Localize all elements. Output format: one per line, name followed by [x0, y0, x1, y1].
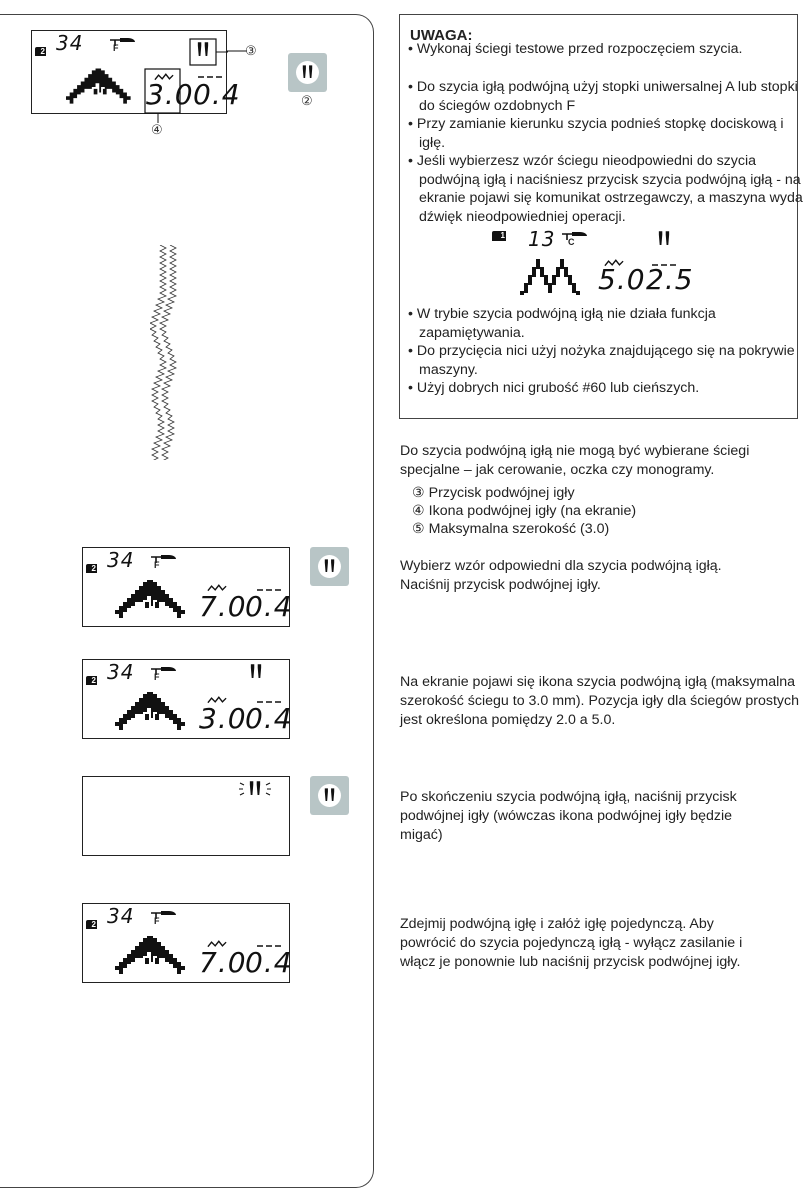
- lcd-display-4: [82, 776, 290, 856]
- lcd-display-2: [82, 547, 293, 627]
- note-box: [399, 14, 803, 419]
- stitch-sample: [150, 245, 190, 460]
- foot-label: F: [113, 43, 119, 53]
- twin-needle-button[interactable]: [310, 547, 349, 586]
- callout-2: ②: [301, 93, 313, 108]
- foot-label: F: [154, 916, 160, 926]
- pattern-number: 34: [107, 904, 135, 928]
- note-item: • Do przycięcia nici użyj nożyka znajdującego się na pokrywie maszyny.: [408, 343, 795, 378]
- lcd-display-3: [82, 659, 293, 739]
- callout-3: ③: [245, 43, 257, 58]
- pattern-number: 34: [107, 660, 135, 684]
- intro-paragraph: Do szycia podwójną igłą nie mogą być wybierane ściegi specjalne – jak cerowanie, oczka czy monogramy.: [400, 443, 750, 478]
- legend-item: ③ Przycisk podwójnej igły: [412, 485, 575, 501]
- note-item: • Użyj dobrych nici grubość #60 lub cieńszych.: [408, 380, 700, 396]
- mode-badge: 2: [35, 47, 46, 56]
- length-value: 0.4: [245, 946, 293, 979]
- foot-label: F: [154, 672, 160, 682]
- note-item: • Jeśli wybierzesz wzór ściegu nieodpowiedni do szycia podwójną igłą i naciśniesz przycisk szycia podwójną igłą - na ekranie pojawi się komunikat ostrzegawczy, a maszyna wyda dźwięk nieodpowiedniej operacji.: [408, 153, 803, 225]
- mode-badge: 2: [86, 564, 97, 573]
- foot-label: F: [154, 560, 160, 570]
- length-value: 0.4: [193, 78, 241, 111]
- note-item: • Do szycia igłą podwójną użyj stopki uniwersalnej A lub stopki do ściegów ozdobnych F: [408, 79, 798, 114]
- note-title: UWAGA:: [410, 27, 473, 44]
- width-value: 7.0: [199, 946, 247, 979]
- note-item: • Przy zamianie kierunku szycia podnieś stopkę dociskową i igłę.: [408, 116, 784, 151]
- warning-display: [492, 229, 702, 301]
- note-item: • W trybie szycia podwójną igłą nie działa funkcja zapamiętywania.: [408, 306, 716, 341]
- lcd-display-5: [82, 903, 293, 983]
- mode-badge: 2: [86, 920, 97, 929]
- legend-item: ④ Ikona podwójnej igły (na ekranie): [412, 503, 637, 519]
- pattern-number: 13: [528, 227, 556, 251]
- width-value: 5.0: [598, 263, 646, 296]
- width-value: 3.0: [199, 702, 247, 735]
- twin-needle-button[interactable]: [288, 53, 327, 92]
- width-value: 3.0: [146, 78, 194, 111]
- length-value: 0.4: [245, 702, 293, 735]
- callout-4: ④: [151, 122, 163, 137]
- step1-paragraph: Wybierz wzór odpowiedni dla szycia podwójną igłą. Naciśnij przycisk podwójnej igły.: [400, 558, 722, 593]
- mode-badge: 2: [86, 676, 97, 685]
- lcd-display-1: [31, 30, 241, 114]
- pattern-number: 34: [107, 548, 135, 572]
- twin-needle-button[interactable]: [310, 776, 349, 815]
- legend-item: ⑤ Maksymalna szerokość (3.0): [412, 521, 610, 537]
- length-value: 2.5: [646, 263, 694, 296]
- length-value: 0.4: [245, 590, 293, 623]
- mode-badge: 1: [492, 231, 506, 241]
- step3-paragraph: Po skończeniu szycia podwójną igłą, naciśnij przycisk podwójnej igły (wówczas ikona podwójnej igły będzie migać): [400, 789, 737, 843]
- pattern-number: 34: [56, 31, 84, 55]
- step2-paragraph: Na ekranie pojawi się ikona szycia podwójną igłą (maksymalna szerokość ściegu to 3.0 mm). Pozycja igły dla ściegów prostych jest określona pomiędzy 2.0 a 5.0.: [400, 674, 799, 728]
- width-value: 7.0: [199, 590, 247, 623]
- step4-paragraph: Zdejmij podwójną igłę i załóż igłę pojedynczą. Aby powrócić do szycia pojedynczą igłą - wyłącz zasilanie i włącz je ponownie lub naciśnij przycisk podwójnej igły.: [400, 916, 743, 970]
- note-item: • Wykonaj ściegi testowe przed rozpoczęciem szycia.: [408, 41, 743, 57]
- foot-label: C: [568, 237, 575, 247]
